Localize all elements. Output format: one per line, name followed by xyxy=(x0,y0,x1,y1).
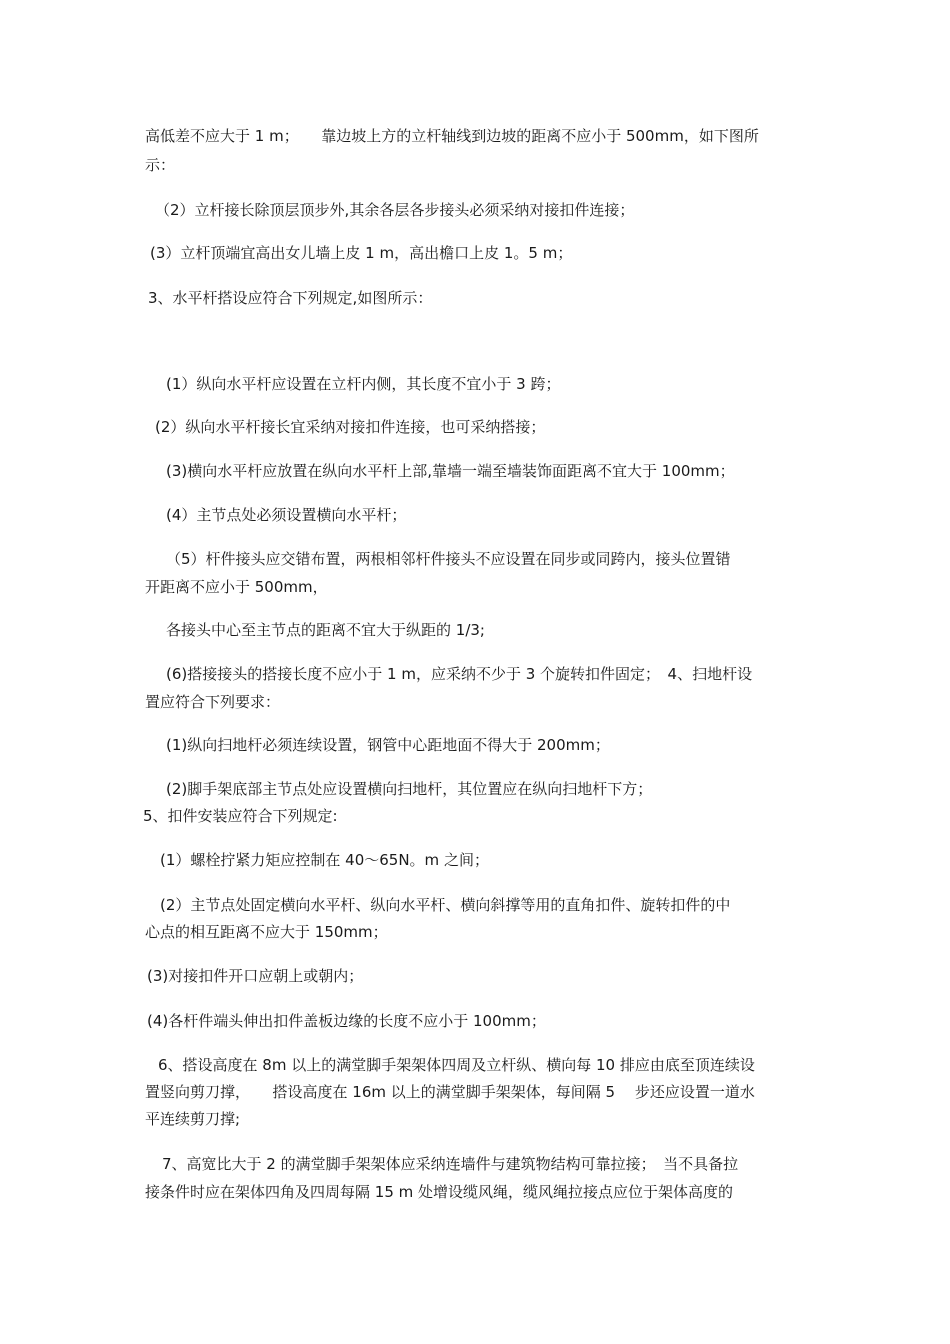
text-line: （2）立杆接长除顶层顶步外,其余各层各步接头必须采纳对接扣件连接； xyxy=(155,201,635,219)
text-line: (4）主节点处必须设置横向水平杆； xyxy=(166,506,407,524)
text-line: (1）纵向水平杆应设置在立杆内侧，其长度不宜小于 3 跨； xyxy=(166,375,561,393)
text-line: 7、高宽比大于 2 的满堂脚手架架体应采纳连墙件与建筑物结构可靠拉接； 当不具备拉 xyxy=(162,1155,739,1173)
text-line: 各接头中心至主节点的距离不宜大于纵距的 1/3; xyxy=(166,621,485,639)
text-line: (2）纵向水平杆接长宜采纳对接扣件连接，也可采纳搭接； xyxy=(155,418,546,436)
text-line: 高低差不应大于 1 m； 靠边坡上方的立杆轴线到边坡的距离不应小于 500mm，如下图所 xyxy=(145,127,759,145)
text-line: (2）主节点处固定横向水平杆、纵向水平杆、横向斜撑等用的直角扣件、旋转扣件的中 xyxy=(160,896,731,914)
text-line: 接条件时应在架体四角及四周每隔 15 m 处增设缆风绳，缆风绳拉接点应位于架体高度的 xyxy=(145,1183,734,1201)
section-heading: 5、扣件安装应符合下列规定: xyxy=(143,807,338,825)
text-line: (1)纵向扫地杆必须连续设置，钢管中心距地面不得大于 200mm； xyxy=(166,736,610,754)
text-line: (3)横向水平杆应放置在纵向水平杆上部,靠墙一端至墙装饰面距离不宜大于 100mm； xyxy=(166,462,735,480)
text-line: 心点的相互距离不应大于 150mm； xyxy=(145,923,388,941)
text-line: 6、搭设高度在 8m 以上的满堂脚手架架体四周及立杆纵、横向每 10 排应由底至顶连续设 xyxy=(158,1056,755,1074)
text-line: （5）杆件接头应交错布置，两根相邻杆件接头不应设置在同步或同跨内，接头位置错 xyxy=(166,550,731,568)
text-line: 示： xyxy=(145,156,176,174)
text-line: (4)各杆件端头伸出扣件盖板边缘的长度不应小于 100mm； xyxy=(147,1012,546,1030)
text-line: (3)对接扣件开口应朝上或朝内； xyxy=(147,967,364,985)
text-line: 置竖向剪刀撑， 搭设高度在 16m 以上的满堂脚手架架体，每间隔 5 步还应设置一道水 xyxy=(145,1083,755,1101)
section-heading: 3、水平杆搭设应符合下列规定,如图所示： xyxy=(148,289,433,307)
text-line: 平连续剪刀撑; xyxy=(145,1110,241,1128)
text-line: 置应符合下列要求： xyxy=(145,693,281,711)
text-line: (3）立杆顶端宜高出女儿墙上皮 1 m，高出檐口上皮 1。5 m； xyxy=(150,244,573,262)
text-line: (2)脚手架底部主节点处应设置横向扫地杆，其位置应在纵向扫地杆下方； xyxy=(166,780,653,798)
text-line: (6)搭接接头的搭接长度不应小于 1 m，应采纳不少于 3 个旋转扣件固定； 4、扫地杆设 xyxy=(166,665,753,683)
text-line: 开距离不应小于 500mm， xyxy=(145,578,328,596)
text-line: (1）螺栓拧紧力矩应控制在 40～65N。m 之间； xyxy=(160,851,489,869)
